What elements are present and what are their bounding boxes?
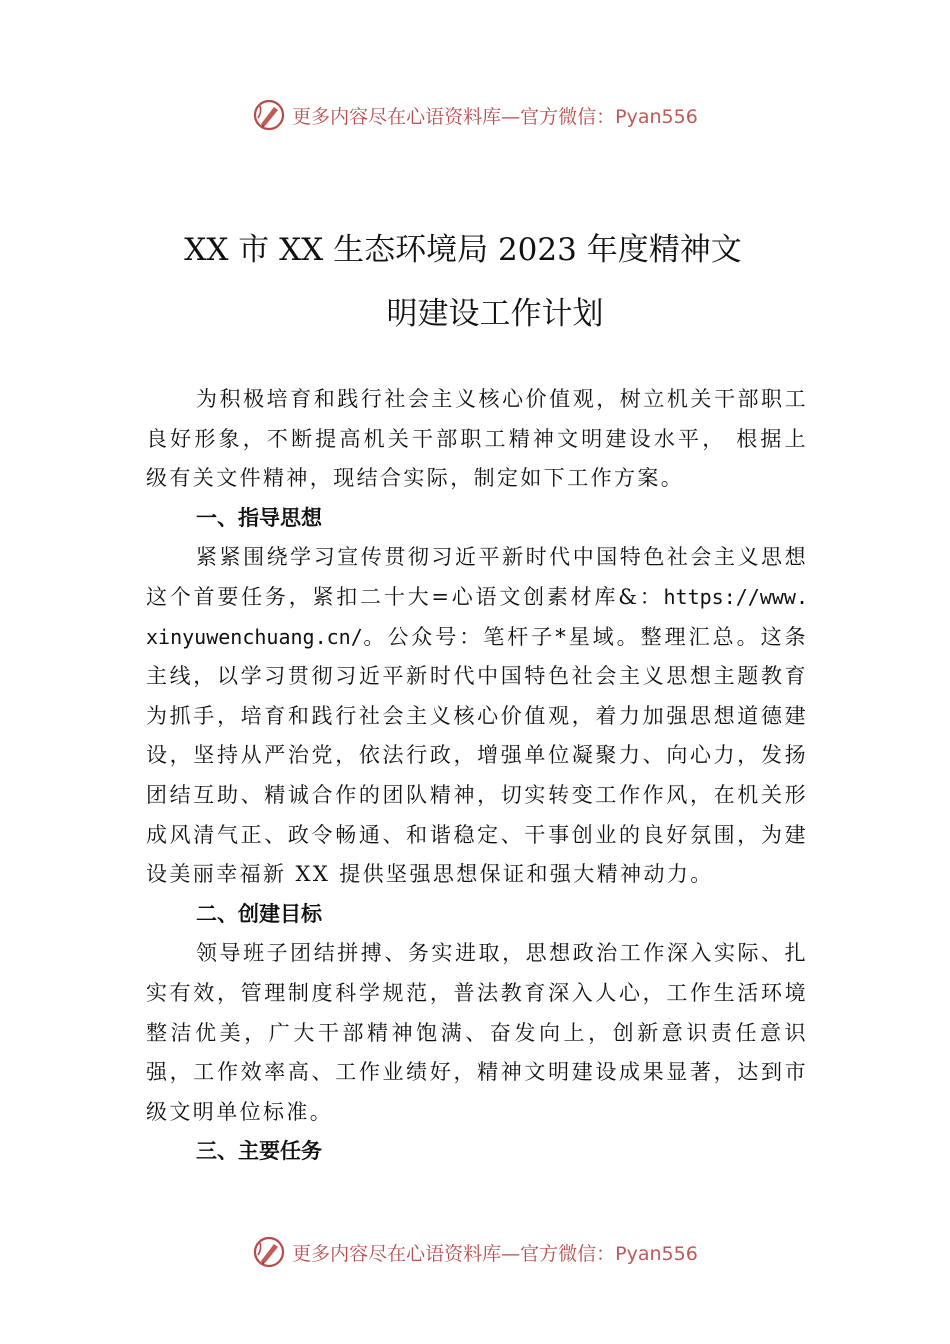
guiding-ideology-paragraph [146,538,808,894]
section-heading-main-tasks: 三、主要任务 [196,1139,322,1164]
document-title-line1: XX 市 XX 生态环境局 2023 年度精神文 [184,232,742,268]
guiding-ideology-text-2: 。公众号：笔杆子*星域。整理汇总。这条主线，以学习贯彻习近平新时代中国特色社会主义思想主题教育为抓手，培育和践行社会主义核心价值观，着力加强思想道德建设，坚持从严治党，依法行政，增强单位凝聚力、向心力，发扬团结互助、精诚合作的团队精神，切实转变工作作风，在机关形成风清气正、政令畅通、和谐稳定、干事创业的良好氛围，为建设美丽幸福新 XX 提供坚强思想保证和强大精神动力。 [146,624,808,887]
banner-wechat-id: Pyan556 [615,1242,698,1265]
pen-logo-icon [252,1235,286,1269]
document-title-line2: 明建设工作计划 [386,296,604,332]
guiding-ideology-text-1: 紧紧围绕学习宣传贯彻习近平新时代中国特色社会主义思想这个首要任务，紧扣二十大=心语文创素材库&： [146,545,808,609]
banner-text [292,1239,698,1266]
section-heading-goals: 二、创建目标 [196,901,322,926]
banner-text [292,102,698,129]
document-body [146,380,808,1172]
website-url: https://www.xinyuwenchuang.cn/ [146,584,808,649]
banner-text-cn: 更多内容尽在心语资料库—官方微信： [292,1242,616,1265]
banner-text-cn: 更多内容尽在心语资料库—官方微信： [292,105,616,128]
pen-logo-icon [252,98,286,132]
header-watermark-banner [0,95,950,135]
intro-paragraph: 为积极培育和践行社会主义核心价值观，树立机关干部职工良好形象，不断提高机关干部职工精神文明建设水平， 根据上级有关文件精神，现结合实际，制定如下工作方案。 [146,387,808,491]
banner-content [252,98,698,132]
goals-paragraph: 领导班子团结拼搏、务实进取，思想政治工作深入实际、扎实有效，管理制度科学规范，普法教育深入人心，工作生活环境整洁优美，广大干部精神饱满、奋发向上，创新意识责任意识强，工作效率高、工作业绩好，精神文明建设成果显著，达到市级文明单位标准。 [146,941,808,1124]
footer-watermark-banner [0,1232,950,1272]
section-heading-guiding-ideology: 一、指导思想 [196,505,322,530]
banner-content [252,1235,698,1269]
banner-wechat-id: Pyan556 [615,105,698,128]
